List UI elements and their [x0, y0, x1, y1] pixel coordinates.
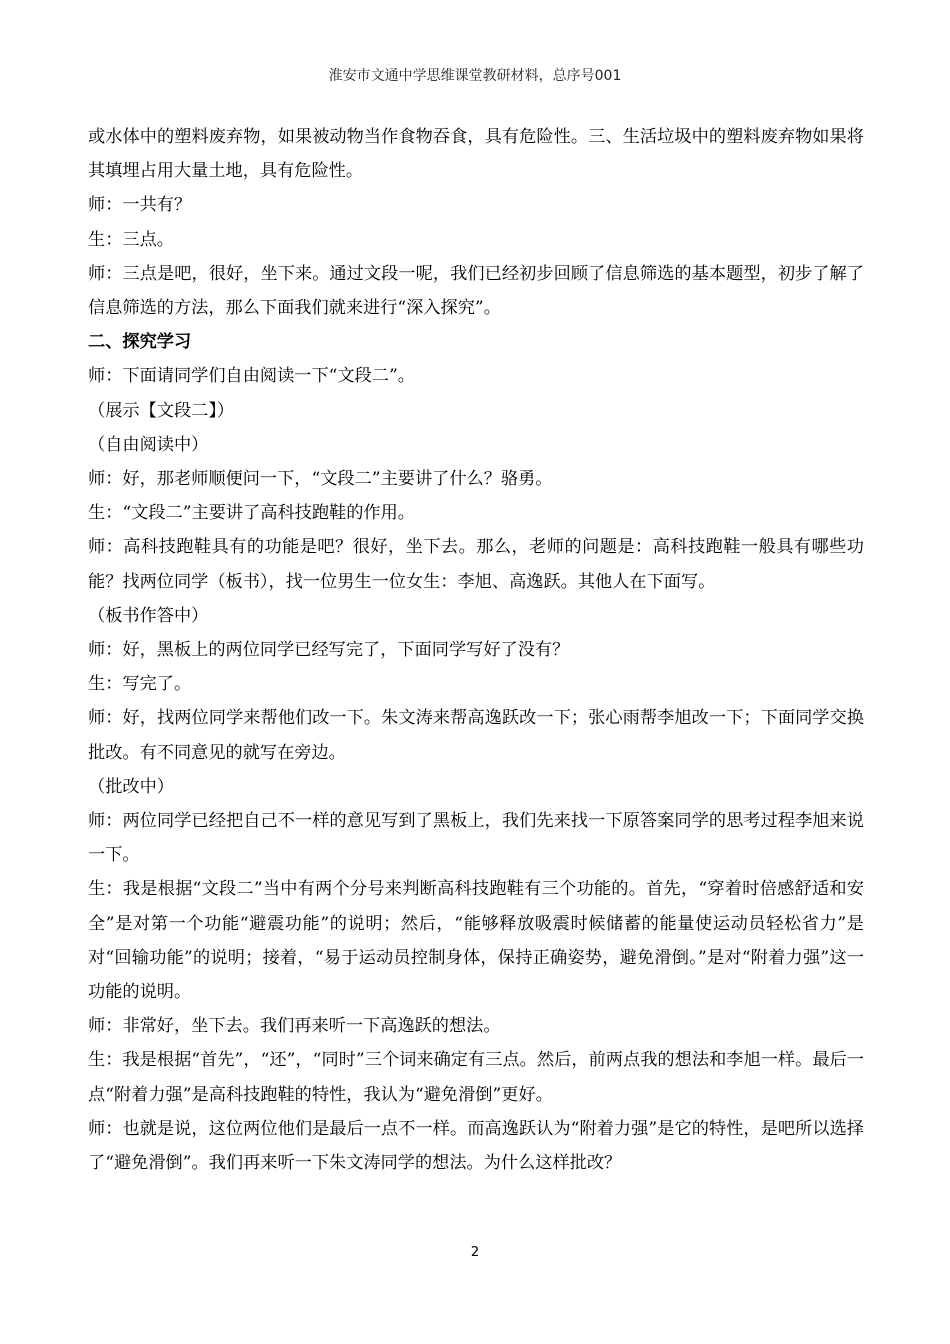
- paragraph: 师：高科技跑鞋具有的功能是吧？很好，坐下去。那么，老师的问题是：高科技跑鞋一般具有哪些功能？找两位同学（板书），找一位男生一位女生：李旭、高逸跃。其他人在下面写。: [88, 537, 864, 592]
- document-body: [88, 120, 864, 1180]
- paragraph: 师：好，找两位同学来帮他们改一下。朱文涛来帮高逸跃改一下；张心雨帮李旭改一下；下面同学交换批改。有不同意见的就写在旁边。: [88, 708, 864, 763]
- running-header: 淮安市文通中学思维课堂教研材料，总序号001: [328, 68, 622, 84]
- paragraph: 师：好，黑板上的两位同学已经写完了，下面同学写好了没有？: [88, 640, 570, 661]
- paragraph: 师：好，那老师顺便问一下，“文段二”主要讲了什么？骆勇。: [88, 469, 553, 490]
- paragraph: 师：也就是说，这位两位他们是最后一点不一样。而高逸跃认为“附着力强”是它的特性，是吧所以选择了“避免滑倒”。我们再来听一下朱文涛同学的想法。为什么这样批改？: [88, 1118, 864, 1174]
- paragraph: （展示【文段二】）: [88, 400, 235, 421]
- paragraph: 生：我是根据“文段二”当中有两个分号来判断高科技跑鞋有三个功能的。首先，“穿着时倍感舒适和安全”是对第一个功能“避震功能”的说明；然后，“能够释放吸震时候储蓄的能量使运动员轻松省力”是对“回输功能”的说明；接着，“易于运动员控制身体，保持正确姿势，避免滑倒。”是对“附着力强”这一功能的说明。: [88, 879, 864, 1003]
- paragraph: 生：“文段二”主要讲了高科技跑鞋的作用。: [88, 503, 415, 524]
- paragraph: 师：下面请同学们自由阅读一下“文段二”。: [88, 366, 415, 387]
- paragraph: 或水体中的塑料废弃物，如果被动物当作食物吞食，具有危险性。三、生活垃圾中的塑料废弃物如果将其填埋占用大量土地，具有危险性。: [88, 127, 864, 182]
- paragraph: （批改中）: [88, 776, 174, 797]
- paragraph: 生：写完了。: [88, 674, 192, 695]
- paragraph: 师：三点是吧，很好，坐下来。通过文段一呢，我们已经初步回顾了信息筛选的基本题型，初步了解了信息筛选的方法，那么下面我们就来进行“深入探究”。: [88, 263, 864, 319]
- paragraph: （自由阅读中）: [88, 434, 209, 455]
- paragraph: 生：三点。: [88, 229, 174, 250]
- paragraph: 师：非常好，坐下去。我们再来听一下高逸跃的想法。: [88, 1016, 501, 1037]
- paragraph: 师：两位同学已经把自己不一样的意见写到了黑板上，我们先来找一下原答案同学的思考过程李旭来说一下。: [88, 811, 864, 866]
- page-number: 2: [470, 1245, 480, 1260]
- paragraph: 师：一共有？: [88, 195, 192, 216]
- paragraph: （板书作答中）: [88, 605, 209, 626]
- paragraph: 生：我是根据“首先”，“还”，“同时”三个词来确定有三点。然后，前两点我的想法和李旭一样。最后一点“附着力强”是高科技跑鞋的特性，我认为“避免滑倒”更好。: [88, 1050, 864, 1105]
- section-heading: 二、探究学习: [88, 332, 192, 353]
